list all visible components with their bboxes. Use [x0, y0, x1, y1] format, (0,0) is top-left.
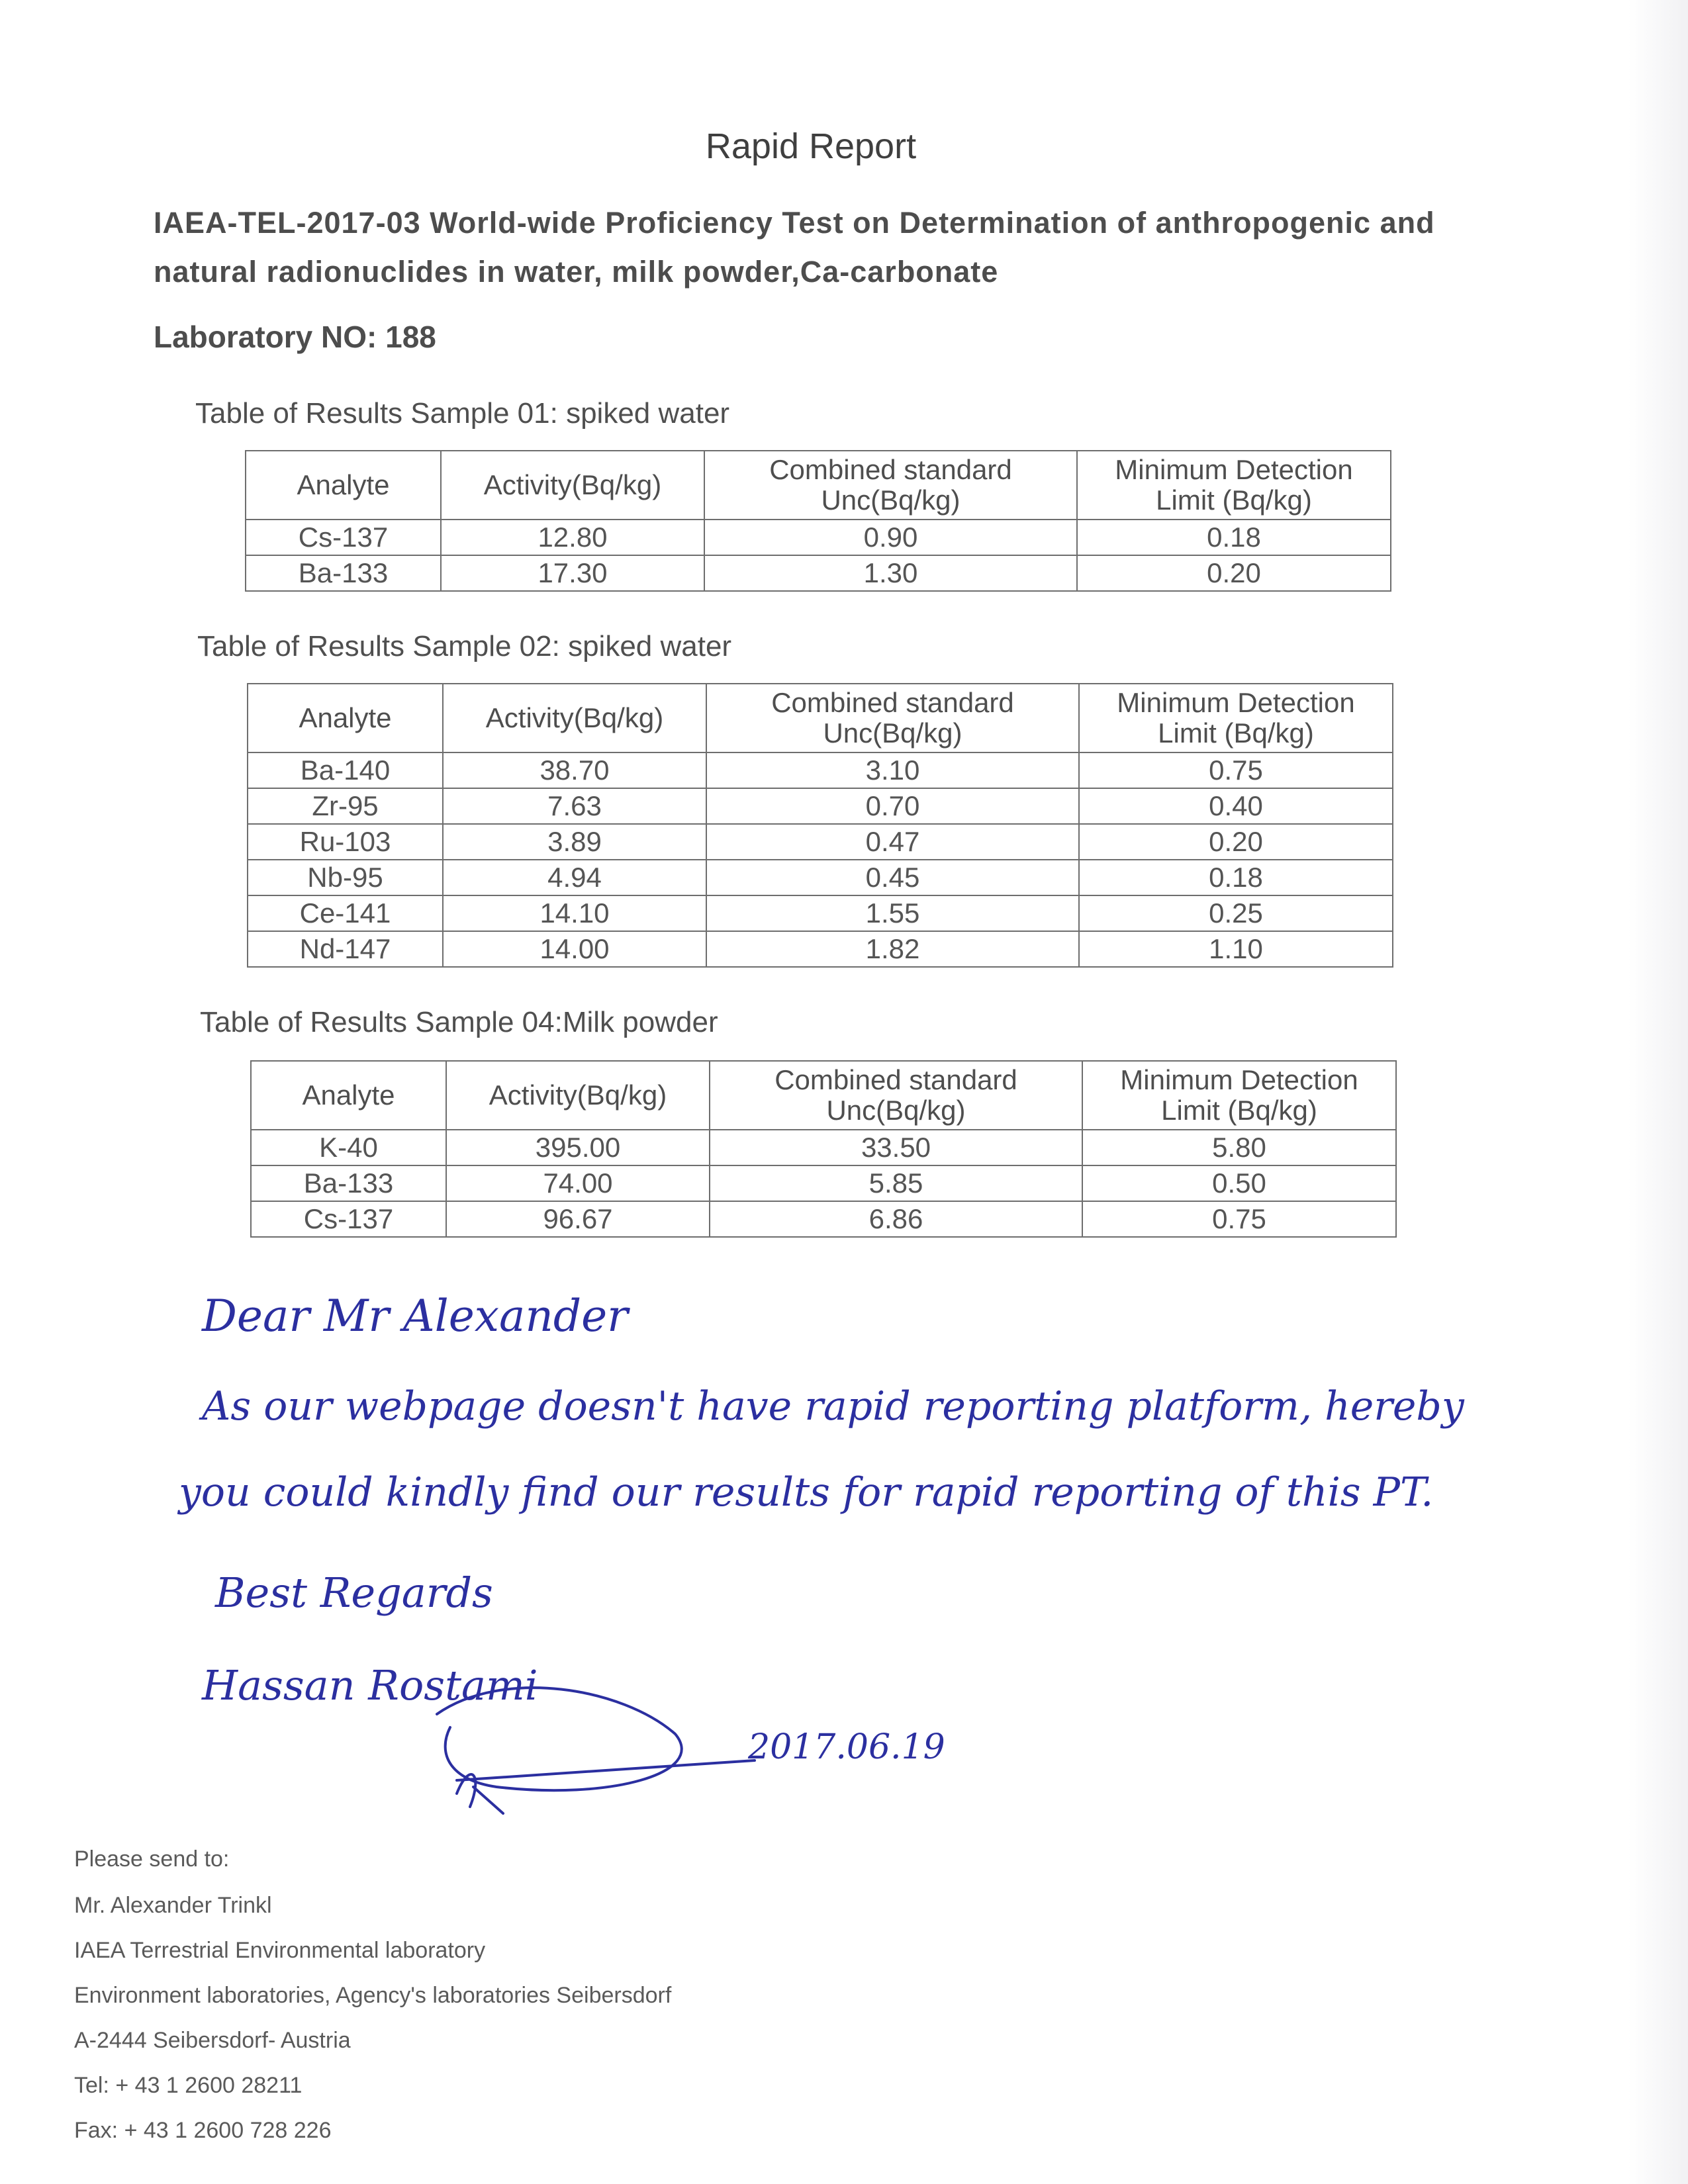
header-mdl: Minimum Detection Limit (Bq/kg) — [1079, 684, 1393, 752]
cell-analyte: Zr-95 — [248, 788, 443, 824]
laboratory-number: Laboratory NO: 188 — [154, 320, 436, 354]
cell-activity: 17.30 — [441, 555, 704, 591]
table-caption-sample-04: Table of Results Sample 04:Milk powder — [200, 1006, 718, 1038]
header-analyte: Analyte — [246, 451, 441, 520]
table-body — [248, 752, 1393, 967]
cell-combined-unc: 0.90 — [704, 520, 1077, 555]
cell-analyte: Cs-137 — [251, 1201, 446, 1237]
cell-combined-unc: 1.82 — [706, 931, 1079, 967]
handwritten-line-1: As our webpage doesn't have rapid reporting platform, hereby — [202, 1383, 1464, 1430]
table-row — [248, 860, 1393, 895]
footer-line: A-2444 Seibersdorf- Austria — [74, 2028, 351, 2053]
cell-activity: 14.00 — [443, 931, 706, 967]
report-title: Rapid Report — [705, 126, 917, 166]
cell-mdl: 0.18 — [1079, 860, 1393, 895]
header-mdl: Minimum Detection Limit (Bq/kg) — [1082, 1061, 1396, 1130]
cell-combined-unc: 1.55 — [706, 895, 1079, 931]
report-subtitle: IAEA-TEL-2017-03 World-wide Proficiency Test on Determination of anthropogenic and natural radionuclides in water, milk powder,Ca-carbonate — [154, 206, 1435, 289]
cell-activity: 7.63 — [443, 788, 706, 824]
header-activity: Activity(Bq/kg) — [446, 1061, 710, 1130]
scan-shadow — [1628, 0, 1688, 2184]
table-row — [251, 1201, 1396, 1237]
cell-combined-unc: 3.10 — [706, 752, 1079, 788]
handwritten-date: 2017.06.19 — [748, 1727, 945, 1767]
cell-activity: 96.67 — [446, 1201, 710, 1237]
footer-line: Mr. Alexander Trinkl — [74, 1893, 272, 1918]
cell-combined-unc: 0.70 — [706, 788, 1079, 824]
results-table-sample-02 — [247, 683, 1393, 968]
table-row — [246, 520, 1391, 555]
cell-analyte: Cs-137 — [246, 520, 441, 555]
cell-mdl: 0.75 — [1079, 752, 1393, 788]
signature-underline — [457, 1760, 755, 1780]
header-mdl: Minimum Detection Limit (Bq/kg) — [1077, 451, 1391, 520]
footer-line: IAEA Terrestrial Environmental laboratory — [74, 1938, 486, 1963]
cell-analyte: Ba-133 — [246, 555, 441, 591]
header-combined-unc: Combined standard Unc(Bq/kg) — [706, 684, 1079, 752]
header-combined-unc: Combined standard Unc(Bq/kg) — [710, 1061, 1082, 1130]
cell-combined-unc: 0.47 — [706, 824, 1079, 860]
header-analyte: Analyte — [251, 1061, 446, 1130]
table-caption-sample-02: Table of Results Sample 02: spiked water — [197, 630, 732, 662]
table-row — [248, 824, 1393, 860]
cell-analyte: K-40 — [251, 1130, 446, 1165]
header-activity: Activity(Bq/kg) — [443, 684, 706, 752]
table-row — [251, 1130, 1396, 1165]
cell-activity: 14.10 — [443, 895, 706, 931]
cell-combined-unc: 6.86 — [710, 1201, 1082, 1237]
cell-activity: 74.00 — [446, 1165, 710, 1201]
cell-activity: 395.00 — [446, 1130, 710, 1165]
cell-mdl: 1.10 — [1079, 931, 1393, 967]
footer-line: Please send to: — [74, 1846, 230, 1872]
signature-initials — [457, 1774, 503, 1813]
footer-line: Tel: + 43 1 2600 28211 — [74, 2073, 303, 2098]
handwritten-closing: Best Regards — [215, 1569, 493, 1617]
cell-combined-unc: 33.50 — [710, 1130, 1082, 1165]
footer-line: Environment laboratories, Agency's laboratories Seibersdorf — [74, 1983, 672, 2008]
table-caption-sample-01: Table of Results Sample 01: spiked water — [195, 397, 730, 430]
cell-mdl: 0.40 — [1079, 788, 1393, 824]
cell-mdl: 0.20 — [1077, 555, 1391, 591]
cell-analyte: Ru-103 — [248, 824, 443, 860]
handwritten-name: Hassan Rostami — [202, 1661, 538, 1709]
table-row — [248, 752, 1393, 788]
footer-line: Fax: + 43 1 2600 728 226 — [74, 2118, 332, 2143]
table-row — [251, 1165, 1396, 1201]
handwritten-line-2: you could kindly find our results for rapid reporting of this PT. — [179, 1469, 1434, 1516]
cell-analyte: Ba-140 — [248, 752, 443, 788]
table-row — [248, 931, 1393, 967]
cell-activity: 4.94 — [443, 860, 706, 895]
table-row — [248, 895, 1393, 931]
cell-mdl: 0.50 — [1082, 1165, 1396, 1201]
signature-mark — [410, 1641, 953, 1840]
header-analyte: Analyte — [248, 684, 443, 752]
cell-analyte: Ba-133 — [251, 1165, 446, 1201]
header-combined-unc: Combined standard Unc(Bq/kg) — [704, 451, 1077, 520]
cell-combined-unc: 0.45 — [706, 860, 1079, 895]
cell-analyte: Ce-141 — [248, 895, 443, 931]
results-table-sample-04 — [250, 1060, 1397, 1238]
cell-mdl: 5.80 — [1082, 1130, 1396, 1165]
cell-mdl: 0.20 — [1079, 824, 1393, 860]
header-activity: Activity(Bq/kg) — [441, 451, 704, 520]
results-table-sample-01 — [245, 450, 1391, 592]
table-body — [246, 520, 1391, 591]
handwritten-greeting: Dear Mr Alexander — [202, 1291, 628, 1342]
cell-analyte: Nd-147 — [248, 931, 443, 967]
table-row — [248, 788, 1393, 824]
cell-mdl: 0.75 — [1082, 1201, 1396, 1237]
cell-analyte: Nb-95 — [248, 860, 443, 895]
cell-activity: 3.89 — [443, 824, 706, 860]
cell-mdl: 0.25 — [1079, 895, 1393, 931]
cell-combined-unc: 5.85 — [710, 1165, 1082, 1201]
cell-mdl: 0.18 — [1077, 520, 1391, 555]
cell-activity: 12.80 — [441, 520, 704, 555]
cell-activity: 38.70 — [443, 752, 706, 788]
table-row — [246, 555, 1391, 591]
table-body — [251, 1130, 1396, 1237]
cell-combined-unc: 1.30 — [704, 555, 1077, 591]
